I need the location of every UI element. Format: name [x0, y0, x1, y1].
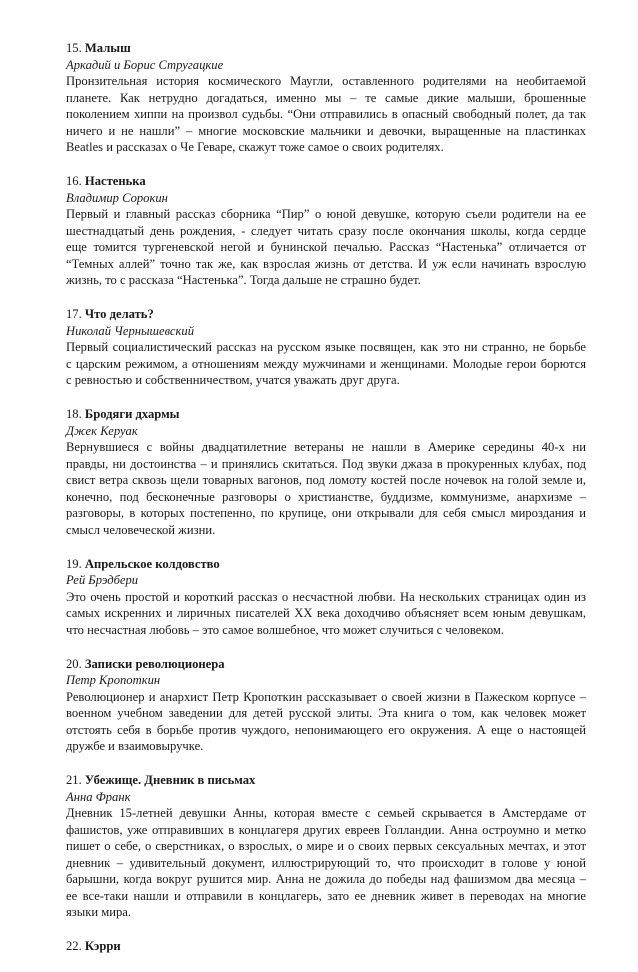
book-description: [66, 439, 586, 538]
description-line: конечно, под бесконечные разговоры о христианстве, буддизме, коммунизме, анархизме –: [66, 489, 586, 504]
description-line: языки мира.: [66, 905, 131, 919]
book-title: Кэрри: [84, 939, 121, 953]
book-title: Малыш: [84, 41, 131, 55]
book-description: [66, 589, 586, 639]
description-line: смысл человеческой жизни.: [66, 522, 216, 537]
description-line: дружбе и взаимовыручке.: [66, 739, 204, 753]
book-description: [66, 339, 586, 389]
description-line: пишет о себе, о сверстниках, о взрослых, о мире и о своих первых сексуальных мечтах, и этот: [66, 839, 586, 853]
book-author: Аркадий и Борис Стругацкие: [66, 57, 224, 72]
entry-heading: [66, 656, 586, 673]
description-line: Это очень простой и короткий рассказ о несчастной любви. На нескольких страницах один из: [66, 589, 586, 604]
book-entry: [66, 656, 586, 755]
description-line: правды, ни достоинства – и принялись скитаться. Под звуки джаза в прокуренных клубах, под: [66, 456, 586, 471]
description-line: жизнь, то с рассказа “Настенька”. Тогда дальше не страшно будет.: [66, 273, 421, 287]
entry-number: 16.: [66, 174, 82, 188]
book-description: [66, 689, 586, 755]
book-entry: [66, 40, 586, 156]
entry-number: 19.: [66, 556, 82, 571]
book-title: Что делать?: [84, 307, 154, 321]
book-description: [66, 206, 586, 289]
entry-number: 22.: [66, 939, 82, 953]
book-author: Анна Франк: [66, 789, 131, 804]
book-title: Апрельское колдовство: [84, 556, 220, 571]
entry-heading: [66, 556, 586, 573]
description-line: Революционер и анархист Петр Кропоткин рассказывает о своей жизни в Пажеском корпусе –: [66, 689, 586, 704]
book-entry: [66, 938, 586, 955]
description-line: еще томится тургеневской негой и бунинской печалью. Рассказ “Настенька” отличается от: [66, 240, 586, 254]
book-author: Джек Керуак: [66, 423, 138, 438]
description-line: разговоры, в которых постепенно, по крупице, они открывали для себя смысл мироздания и: [66, 506, 586, 520]
entry-number: 17.: [66, 307, 82, 321]
description-line: что несчастная любовь – это самое волшебное, что может случиться с человеком.: [66, 622, 505, 637]
description-line: Первый социалистический рассказ на русском языке посвящен, как это ни странно, не борьбе: [66, 340, 586, 354]
book-entry: [66, 173, 586, 289]
description-line: Beatles и рассказах о Че Геваре, скажут тоже самое о своих родителях.: [66, 140, 444, 154]
description-line: “Темных аллей” точно так же, как взрослая жизнь от детства. И уж если начинать взрослую: [66, 256, 586, 271]
book-title: Бродяги дхармы: [84, 407, 180, 421]
entry-heading: [66, 40, 586, 57]
book-title: Убежище. Дневник в письмах: [84, 773, 256, 787]
book-author: Николай Чернышевский: [66, 323, 194, 338]
description-line: с ревностью и собственничеством, учатся уважать друг друга.: [66, 373, 400, 387]
entry-heading: [66, 306, 586, 323]
description-line: ничего и не нашли” – многие московские мальчики и девочки, выращенные на пластинках: [66, 123, 586, 138]
entry-heading: [66, 938, 586, 955]
description-line: Пронзительная история космического Маугли, оставленного родителями на необитаемой: [66, 74, 586, 88]
description-line: барышни, когда вокруг рушится мир. Анна не дожила до победы над фашизмом два месяца –: [66, 872, 586, 886]
description-line: дневник – удивительный документ, иллюстрирующий то, что происходит в голове у юной: [66, 855, 586, 870]
description-line: фашистов, уже отправивших в концлагеря других евреев Голландии. Анна остроумно и метко: [66, 822, 586, 837]
description-line: с царским режимом, а отношениям между мужчинами и женщинами. Молодые герои борются: [66, 356, 586, 371]
book-entry: [66, 306, 586, 389]
entry-heading: [66, 406, 586, 423]
description-line: Первый и главный рассказ сборника “Пир” о юной девушке, которую съели родители на ее: [66, 207, 586, 221]
book-author: Рей Брэдбери: [66, 573, 139, 587]
book-entry: [66, 556, 586, 639]
description-line: шестнадцатый день рождения, - следует читать сразу после окончания школы, когда сердце: [66, 223, 586, 238]
entry-heading: [66, 173, 586, 190]
description-line: самых искренних и лиричных писателей XX века доходчиво объясняет всем юным девушкам,: [66, 606, 586, 620]
description-line: Дневник 15-летней девушки Анны, которая вместе с семьей скрывается в Амстердаме от: [66, 806, 586, 820]
book-title: Настенька: [84, 174, 146, 188]
entry-number: 21.: [66, 773, 82, 787]
book-entry: [66, 406, 586, 538]
entry-number: 20.: [66, 656, 82, 671]
description-line: планете. Как нетрудно догадаться, именно мы – те самые дикие малыши, брошенные: [66, 90, 586, 105]
book-author: Петр Кропоткин: [66, 673, 161, 687]
description-line: Вернувшиеся с войны двадцатилетние ветераны не нашли в Америке середины 40-х ни: [66, 440, 586, 454]
book-title: Записки революционера: [84, 656, 225, 671]
description-line: ее все-таки нашли и отправили в концлагерь, зато ее дневник живет в переводах на многие: [66, 888, 586, 903]
book-description: [66, 73, 586, 156]
description-line: свист ветра сквозь щели товарных вагонов, под ломоту костей после ночевок на голой земле и,: [66, 473, 586, 487]
book-entry: [66, 772, 586, 921]
description-line: поколением хиппи на произвол судьбы. “Они отправились в опасный свободный полет, да так: [66, 107, 586, 121]
entry-heading: [66, 772, 586, 789]
description-line: отстоять себя в борьбе против чуждого, непонимающего его окружения. А еще о настоящей: [66, 722, 586, 737]
document-page: [66, 40, 586, 972]
description-line: военном учебном заведении для детей русской элиты. Эта книга о том, как человек может: [66, 706, 586, 720]
book-author: Владимир Сорокин: [66, 190, 168, 205]
entry-number: 15.: [66, 41, 82, 55]
entry-number: 18.: [66, 407, 82, 421]
book-description: [66, 805, 586, 921]
